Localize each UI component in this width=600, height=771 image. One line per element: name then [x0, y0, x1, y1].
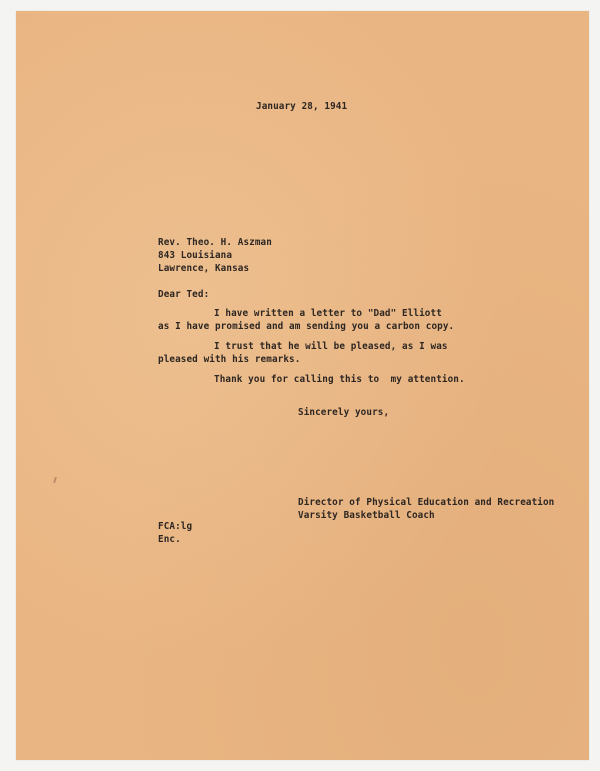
paper-mark — [53, 477, 57, 483]
recipient-street: 843 Louisiana — [158, 250, 233, 261]
paragraph-3-line-1: Thank you for calling this to my attention. — [214, 374, 465, 385]
enclosure-note: Enc. — [158, 534, 181, 545]
paragraph-2-line-1: I trust that he will be pleased, as I was — [214, 341, 448, 352]
recipient-city: Lawrence, Kansas — [158, 263, 250, 274]
signature-title-1: Director of Physical Education and Recreation — [298, 497, 555, 508]
signature-title-2: Varsity Basketball Coach — [298, 510, 435, 521]
paragraph-2-line-2: pleased with his remarks. — [158, 354, 301, 365]
closing: Sincerely yours, — [298, 407, 390, 418]
paragraph-1-line-2: as I have promised and am sending you a carbon copy. — [158, 321, 455, 332]
letter-date: January 28, 1941 — [256, 101, 348, 112]
recipient-name: Rev. Theo. H. Aszman — [158, 237, 272, 248]
paragraph-1-line-1: I have written a letter to "Dad" Elliott — [214, 308, 442, 319]
reference-initials: FCA:lg — [158, 521, 193, 532]
salutation: Dear Ted: — [158, 289, 210, 300]
letter-page — [16, 11, 589, 760]
